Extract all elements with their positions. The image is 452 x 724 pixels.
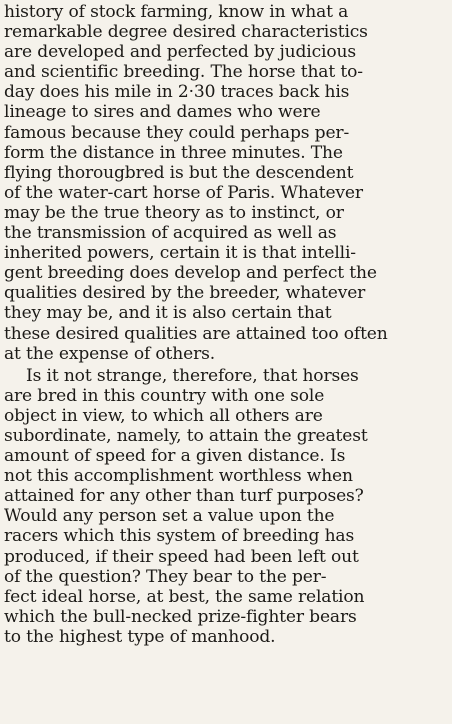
text-line: not this accomplishment worthless when [4, 466, 353, 487]
text-line: the transmission of acquired as well as [4, 223, 337, 244]
text-line: racers which this system of breeding has [4, 526, 355, 547]
text-line: produced, if their speed had been left out [4, 546, 359, 567]
paragraph-1 [4, 2, 444, 364]
text-line: and scientific breeding. The horse that to- [4, 62, 363, 83]
text-line: lineage to sires and dames who were [4, 102, 321, 123]
text-line: remarkable degree desired characteristics [4, 22, 368, 43]
text-line: at the expense of others. [4, 343, 216, 364]
text-line: Is it not strange, therefore, that horses [26, 365, 359, 386]
text-line: these desired qualities are attained too often [4, 323, 388, 344]
text-line: may be the true theory as to instinct, or [4, 202, 344, 223]
text-line: famous because they could perhaps per- [4, 122, 350, 143]
text-line: Would any person set a value upon the [4, 506, 335, 527]
text-line: of the question? They bear to the per- [4, 566, 327, 587]
text-line: inherited powers, certain it is that intelli- [4, 243, 356, 264]
text-line: amount of speed for a given distance. Is [4, 446, 346, 467]
text-line: fect ideal horse, at best, the same relation [4, 586, 365, 607]
text-line: history of stock farming, know in what a [4, 2, 349, 22]
text-line: subordinate, namely, to attain the greatest [4, 425, 368, 446]
paragraph-2 [4, 366, 444, 647]
text-line: of the water-cart horse of Paris. Whatever [4, 182, 363, 203]
text-line: day does his mile in 2·30 traces back his [4, 82, 350, 103]
text-line: they may be, and it is also certain that [4, 303, 332, 324]
text-line: are bred in this country with one sole [4, 385, 325, 406]
text-line: gent breeding does develop and perfect the [4, 263, 377, 284]
text-line: flying thorougbred is but the descendent [4, 162, 354, 183]
text-line: to the highest type of manhood. [4, 626, 276, 647]
text-line: which the bull-necked prize-fighter bears [4, 606, 357, 627]
text-line: qualities desired by the breeder, whatever [4, 283, 366, 304]
text-line: object in view, to which all others are [4, 405, 323, 426]
text-line: attained for any other than turf purposes? [4, 486, 364, 507]
text-line: are developed and perfected by judicious [4, 42, 356, 63]
text-line: form the distance in three minutes. The [4, 142, 343, 163]
